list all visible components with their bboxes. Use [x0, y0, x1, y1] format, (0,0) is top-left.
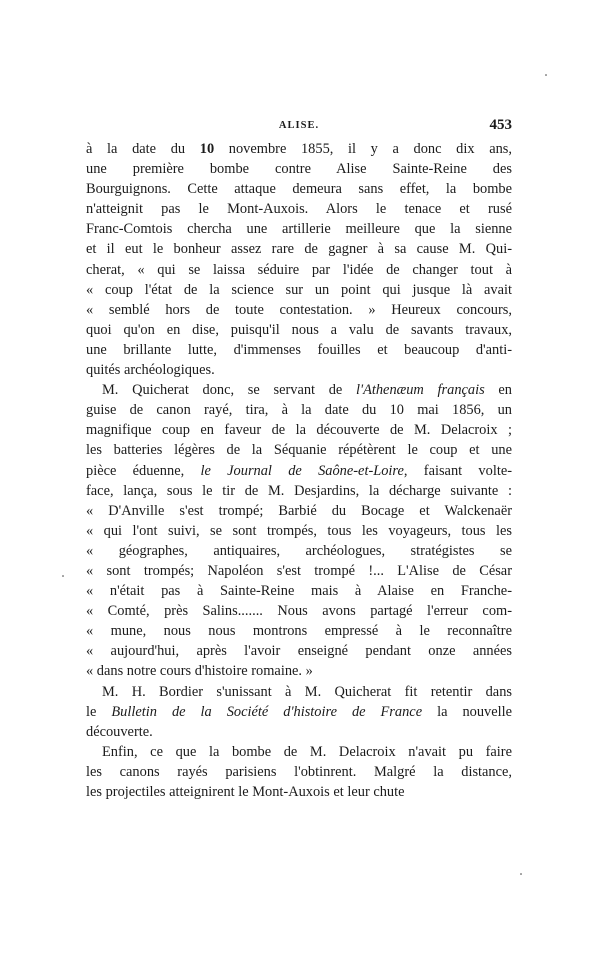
text-line: le Bulletin de la Société d'histoire de France la nouvelle [86, 703, 512, 720]
text-line: « qui l'ont suivi, se sont trompés, tous les voyageurs, tous les [86, 522, 512, 539]
text-line: « sont trompés; Napoléon s'est trompé !... L'Alise de César [86, 562, 512, 579]
text-line: « D'Anville s'est trompé; Barbié du Bocage et Walckenaër [86, 502, 512, 519]
italic-title: le Journal de Saône-et-Loire [200, 462, 404, 479]
text-line: les projectiles atteignirent le Mont-Auxois et leur chute [86, 784, 405, 800]
italic-title: l'Athenæum français [356, 382, 485, 399]
text-line: découverte. [86, 723, 153, 740]
bold-text: 10 [199, 141, 215, 157]
text-line: « mune, nous nous montrons empressé à le reconnaître [86, 623, 512, 640]
text-line: une brillante lutte, d'immenses fouilles et beaucoup d'anti- [86, 341, 512, 358]
text-line: magnifique coup en faveur de la découverte de M. Delacroix ; [86, 422, 512, 439]
paper-speck [545, 74, 547, 76]
page-number: 453 [489, 117, 512, 133]
text-line: à la date du 10 novembre 1855, il y a donc dix ans, [86, 141, 512, 157]
body-text [86, 139, 512, 802]
text-line: quoi qu'on en dise, puisqu'il nous a valu de savants travaux, [86, 321, 512, 338]
text-line: « aujourd'hui, après l'avoir enseigné pendant onze années [86, 643, 512, 660]
text-line: M. Quicherat donc, se servant de l'Athenæum français en [102, 382, 512, 399]
paragraph [86, 742, 512, 802]
italic-title: Bulletin de la Société d'histoire de France [111, 703, 423, 720]
text-line: « dans notre cours d'histoire romaine. » [86, 663, 313, 680]
paragraph [86, 380, 512, 681]
text-line: guise de canon rayé, tira, à la date du 10 mai 1856, un [86, 402, 512, 419]
text-line: quités archéologiques. [86, 362, 215, 379]
page-header [86, 117, 512, 137]
text-line: une première bombe contre Alise Sainte-Reine des [86, 161, 512, 178]
text-line: n'atteignit pas le Mont-Auxois. Alors le tenace et rusé [86, 201, 512, 218]
paragraph [86, 139, 512, 380]
text-line: M. H. Bordier s'unissant à M. Quicherat fit retentir dans [102, 683, 512, 700]
text-line: « géographes, antiquaires, archéologues, stratégistes se [86, 542, 512, 559]
paper-speck [520, 873, 522, 875]
text-line: les canons rayés parisiens l'obtinrent. Malgré la distance, [86, 763, 512, 780]
text-line: Bourguignons. Cette attaque demeura sans effet, la bombe [86, 181, 512, 198]
text-line: face, lança, sous le tir de M. Desjardins, la décharge suivante : [86, 482, 512, 499]
text-line: les batteries légères de la Séquanie répétèrent le coup et une [86, 442, 512, 459]
text-line: cherat, « qui se laissa séduire par l'idée de changer tout à [86, 261, 512, 278]
running-title: ALISE. [278, 120, 320, 131]
paragraph [86, 682, 512, 742]
text-line: et il eut le bonheur assez rare de gagner à sa cause M. Qui- [86, 241, 512, 258]
text-line: « n'était pas à Sainte-Reine mais à Alaise en Franche- [86, 583, 512, 600]
paper-speck [62, 575, 64, 577]
text-line: Franc-Comtois chercha une artillerie meilleure que la sienne [86, 221, 512, 238]
text-line: pièce éduenne, le Journal de Saône-et-Loire, faisant volte- [86, 462, 512, 479]
text-line: « Comté, près Salins....... Nous avons partagé l'erreur com- [86, 603, 512, 620]
text-line: Enfin, ce que la bombe de M. Delacroix n'avait pu faire [102, 743, 512, 760]
text-line: « coup l'état de la science sur un point qui jusque là avait [86, 281, 512, 298]
text-line: « semblé hors de toute contestation. » Heureux concours, [86, 301, 512, 318]
